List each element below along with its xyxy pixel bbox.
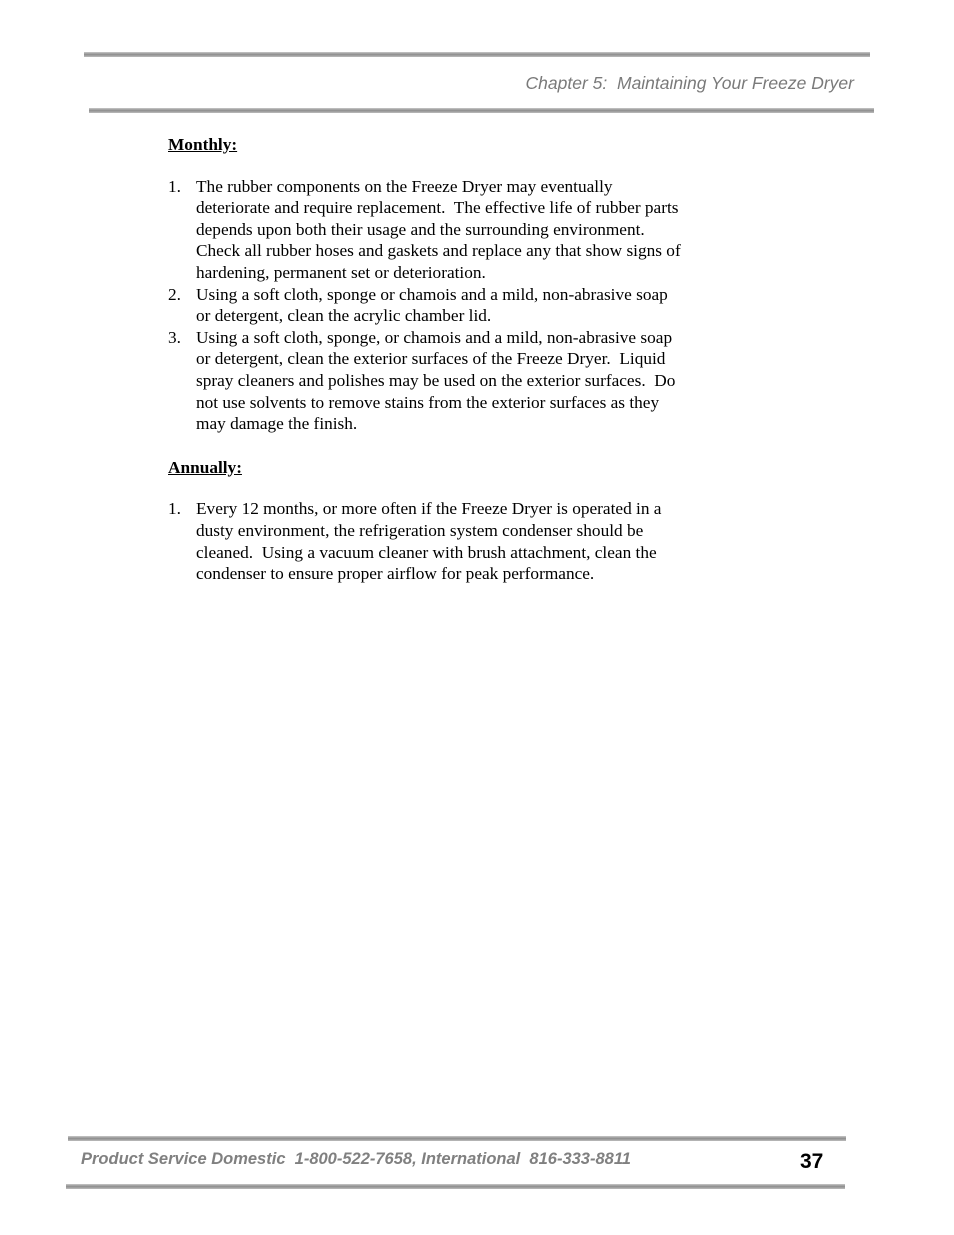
list-item-text: Every 12 months, or more often if the Freeze Dryer is operated in a dusty environment, the refrigeration system condenser should be cleaned. Using a vacuum cleaner with brush attachment, clean the condenser to ensure proper airflow for peak performance. <box>196 499 666 584</box>
list-item <box>168 498 682 584</box>
list-item-number: 2. <box>168 284 181 304</box>
header-rule-bottom <box>89 108 874 113</box>
list-item-number: 3. <box>168 327 181 347</box>
list-item-text: The rubber components on the Freeze Dryer may eventually deteriorate and require replacement. The effective life of rubber parts depends upon both their usage and the surrounding environment. Check all rubber hoses and gaskets and replace any that show signs of hardening, permanent set or deterioration. <box>196 176 686 282</box>
footer-service-text: Product Service Domestic 1-800-522-7658, International 816-333-8811 <box>81 1150 631 1168</box>
list-item <box>168 284 682 327</box>
footer-rule-bottom <box>66 1184 845 1189</box>
section-heading-monthly: Monthly: <box>168 135 238 154</box>
chapter-title: Chapter 5: Maintaining Your Freeze Dryer <box>525 73 854 93</box>
list-item-number: 1. <box>168 499 181 519</box>
list-item-number: 1. <box>168 176 181 196</box>
footer-rule-top <box>68 1136 846 1141</box>
list-item <box>168 327 682 435</box>
list-item <box>168 176 686 284</box>
list-item-text: Using a soft cloth, sponge, or chamois and a mild, non-abrasive soap or detergent, clean the exterior surfaces of the Freeze Dryer. Liquid spray cleaners and polishes may be used on the exterior surfaces. Do not use solvents to remove stains from the exterior surfaces as they may damage the finish. <box>196 327 680 434</box>
monthly-list <box>168 176 688 435</box>
page-number: 37 <box>800 1150 824 1173</box>
page-content <box>168 134 688 607</box>
annually-list <box>168 498 688 584</box>
section-heading-annually: Annually: <box>168 457 242 477</box>
list-item-text: Using a soft cloth, sponge or chamois and a mild, non-abrasive soap or detergent, clean the acrylic chamber lid. <box>196 284 673 326</box>
header-rule-top <box>84 52 870 57</box>
